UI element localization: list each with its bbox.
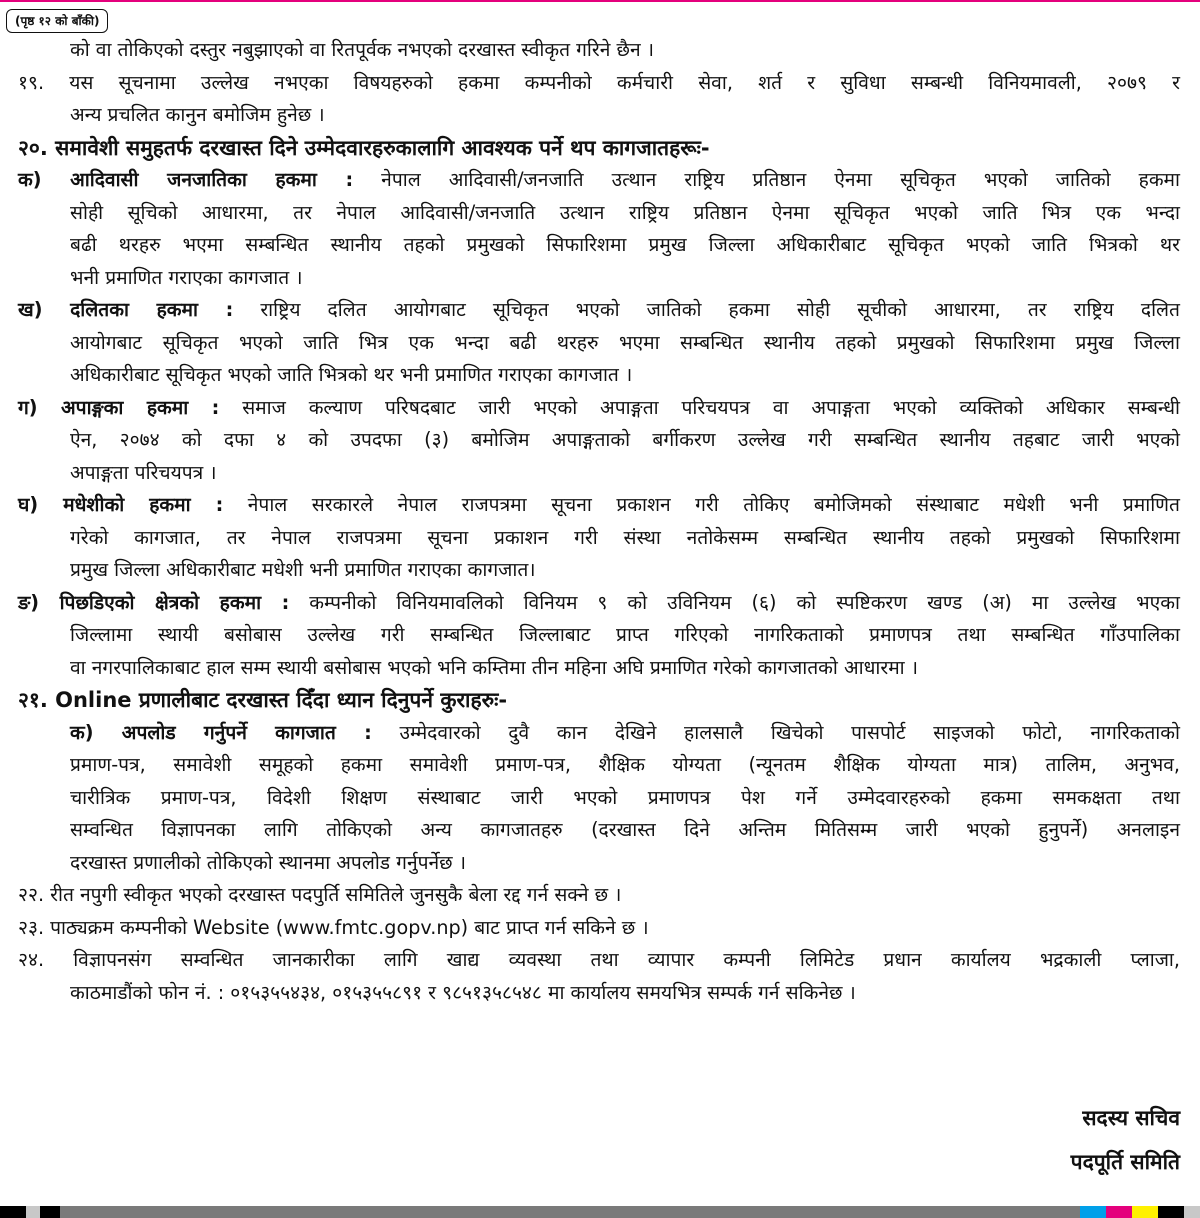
clause-20-kha-text: राष्ट्रिय दलित आयोगबाट सूचिकृत भएको जातिको हकमा सोही सूचीको आधारमा, तर राष्ट्रिय दलित	[233, 298, 1180, 321]
color-swatch	[1080, 1206, 1106, 1218]
clause-20-ga-text: समाज कल्याण परिषदबाट जारी भएको अपाङ्गता परिचयपत्र वा अपाङ्गता भएको व्यक्तिको अधिकार सम्बन्धी	[219, 395, 1180, 419]
clause-21-ka-line-4: सम्वन्धित विज्ञापनका लागि तोकिएको अन्य कागजातहरु (दरखास्त दिने अन्तिम मितिसम्म जारी भएको हुनुपर्ने) अनलाइन	[70, 818, 1180, 841]
signature-committee: पदपूर्ति समिति	[1070, 1150, 1180, 1174]
clause-20-ka-label: क) आदिवासी जनजातिका हकमा :	[18, 168, 354, 191]
clause-20-ka-line-4: भनी प्रमाणित गराएका कागजात ।	[70, 265, 303, 289]
clause-21-heading: २१. Online प्रणालीबाट दरखास्त दिँदा ध्यान दिनुपर्ने कुराहरुः-	[18, 688, 508, 712]
color-swatch	[40, 1206, 60, 1218]
clause-22: २२. रीत नपुगी स्वीकृत भएको दरखास्त पदपुर्ति समितिले जुनसुकै बेला रद्द गर्न सक्ने छ ।	[18, 883, 622, 906]
continued-from-page-tag: (पृष्ठ १२ को बाँकी)	[6, 9, 108, 33]
clause-21-ka-label: क) अपलोड गर्नुपर्ने कागजात :	[70, 720, 372, 744]
clause-19-line-2: अन्य प्रचलित कानुन बमोजिम हुनेछ ।	[70, 103, 325, 126]
clause-20-kha-label: ख) दलितका हकमा :	[18, 298, 234, 321]
clause-19-line-1: १९. यस सूचनामा उल्लेख नभएका विषयहरुको हकमा कम्पनीको कर्मचारी सेवा, शर्त र सुविधा सम्बन्धी विनियमावली, २०७९ र	[18, 70, 1180, 94]
clause-20-kha-line-1	[18, 294, 1180, 327]
color-swatch	[1184, 1206, 1200, 1218]
color-swatch	[0, 1206, 26, 1218]
clause-20-ka-line-3: बढी थरहरु भएमा सम्बन्धित स्थानीय तहको प्रमुखको सिफारिशमा प्रमुख जिल्ला अधिकारीबाट सूचिकृत भएको जाति भित्रको थर	[70, 233, 1180, 256]
print-color-bar	[0, 1206, 1200, 1218]
clause-20-ka-line-2: सोही सूचिको आधारमा, तर नेपाल आदिवासी/जनजाति उत्थान राष्ट्रिय प्रतिष्ठान ऐनमा सूचिकृत भएको जाति भित्र एक भन्दा	[70, 200, 1180, 224]
clause-20-nga-line-3: वा नगरपालिकाबाट हाल सम्म स्थायी बसोबास भएको भनि कम्तिमा तीन महिना अघि प्रमाणित गरेको कागजातको आधारमा ।	[70, 655, 919, 679]
clause-20-nga-label: ङ) पिछडिएको क्षेत्रको हकमा :	[18, 590, 290, 614]
notice-body	[18, 34, 1180, 1009]
clause-20-ga-line-1	[18, 392, 1180, 425]
clause-20-nga-text: कम्पनीको विनियमावलिको विनियम ९ को उविनियम (६) को स्पष्टिकरण खण्ड (अ) मा उल्लेख भएका	[289, 590, 1180, 614]
clause-20-gha-label: घ) मधेशीको हकमा :	[18, 493, 224, 516]
clause-20-ka-text: नेपाल आदिवासी/जनजाति उत्थान राष्ट्रिय प्रतिष्ठान ऐनमा सूचिकृत भएको जातिको हकमा	[353, 168, 1181, 191]
header-rule	[0, 0, 1200, 2]
color-swatch	[60, 1206, 1080, 1218]
clause-20-gha-text: नेपाल सरकारले नेपाल राजपत्रमा सूचना प्रकाशन गरी तोकिए बमोजिमको संस्थाबाट मधेशी भनी प्रमाणित	[223, 493, 1180, 516]
color-swatch	[1132, 1206, 1158, 1218]
clause-20-ga-line-2: ऐन, २०७४ को दफा ४ को उपदफा (३) बमोजिम अपाङ्गताको बर्गीकरण उल्लेख गरी सम्बन्धित स्थानीय तहबाट जारी भएको	[70, 428, 1180, 451]
clause-24-line-1: २४. विज्ञापनसंग सम्वन्धित जानकारीका लागि खाद्य व्यवस्था तथा व्यापार कम्पनी लिमिटेड प्रधान कार्यालय भद्रकाली प्लाजा,	[18, 948, 1180, 971]
clause-20-kha-line-3: अधिकारीबाट सूचिकृत भएको जाति भित्रको थर भनी प्रमाणित गराएका कागजात ।	[70, 363, 633, 386]
clause-20-nga-line-1	[18, 587, 1180, 620]
clause-20-heading: २०. समावेशी समुहतर्फ दरखास्त दिने उम्मेदवारहरुकालागि आवश्यक पर्ने थप कागजातहरूः-	[18, 135, 710, 160]
clause-23: २३. पाठ्यक्रम कम्पनीको Website (www.fmtc.gopv.np) बाट प्राप्त गर्न सकिने छ ।	[18, 915, 649, 939]
color-swatch	[1106, 1206, 1132, 1218]
clause-24-line-2: काठमाडौंको फोन नं. : ०१५३५५४३४, ०१५३५५८९१ र ९८५१३५८५४८ मा कार्यालय समयभित्र सम्पर्क गर्न सकिनेछ ।	[70, 980, 856, 1004]
clause-21-ka-line-5: दरखास्त प्रणालीको तोकिएको स्थानमा अपलोड गर्नुपर्नेछ ।	[70, 850, 466, 874]
clause-20-gha-line-1	[18, 489, 1180, 522]
color-swatch	[1158, 1206, 1184, 1218]
clause-20-ka-line-1	[18, 164, 1180, 197]
signature-title: सदस्य सचिव	[1082, 1106, 1180, 1130]
clause-20-gha-line-3: प्रमुख जिल्ला अधिकारीबाट मधेशी भनी प्रमाणित गराएका कागजात।	[70, 558, 536, 581]
clause-20-ga-label: ग) अपाङ्गका हकमा :	[18, 395, 220, 419]
clause-21-ka-line-1	[18, 717, 1180, 750]
clause-20-ga-line-3: अपाङ्गता परिचयपत्र ।	[70, 460, 217, 484]
clause-21-ka-text: उम्मेदवारको दुवै कान देखिने हालसालै खिचेको पासपोर्ट साइजको फोटो, नागरिकताको	[371, 720, 1180, 744]
clause-19-prev-tail: को वा तोकिएको दस्तुर नबुझाएको वा रितपूर्वक नभएको दरखास्त स्वीकृत गरिने छैन ।	[70, 38, 654, 61]
clause-20-nga-line-2: जिल्लामा स्थायी बसोबास उल्लेख गरी सम्बन्धित जिल्लाबाट प्राप्त गरिएको नागरिकताको प्रमाणपत्र तथा सम्बन्धित गाँउपालिका	[70, 623, 1180, 646]
color-swatch	[26, 1206, 40, 1218]
clause-21-ka-line-2: प्रमाण-पत्र, समावेशी समूहको हकमा समावेशी प्रमाण-पत्र, शैक्षिक योग्यता (न्यूनतम शैक्षिक योग्यता मात्र) तालिम, अनुभव,	[70, 753, 1180, 776]
clause-21-ka-line-3: चारीत्रिक प्रमाण-पत्र, विदेशी शिक्षण संस्थाबाट जारी भएको प्रमाणपत्र पेश गर्ने उम्मेदवारहरुको हकमा समकक्षता तथा	[70, 785, 1180, 809]
clause-20-kha-line-2: आयोगबाट सूचिकृत भएको जाति भित्र एक भन्दा बढी थरहरु भएमा सम्बन्धित स्थानीय तहको प्रमुखको सिफारिशमा प्रमुख जिल्ला	[70, 330, 1180, 354]
clause-20-gha-line-2: गरेको कागजात, तर नेपाल राजपत्रमा सूचना प्रकाशन गरी संस्था नतोकेसम्म सम्बन्धित स्थानीय तहको प्रमुखको सिफारिशमा	[70, 525, 1180, 549]
